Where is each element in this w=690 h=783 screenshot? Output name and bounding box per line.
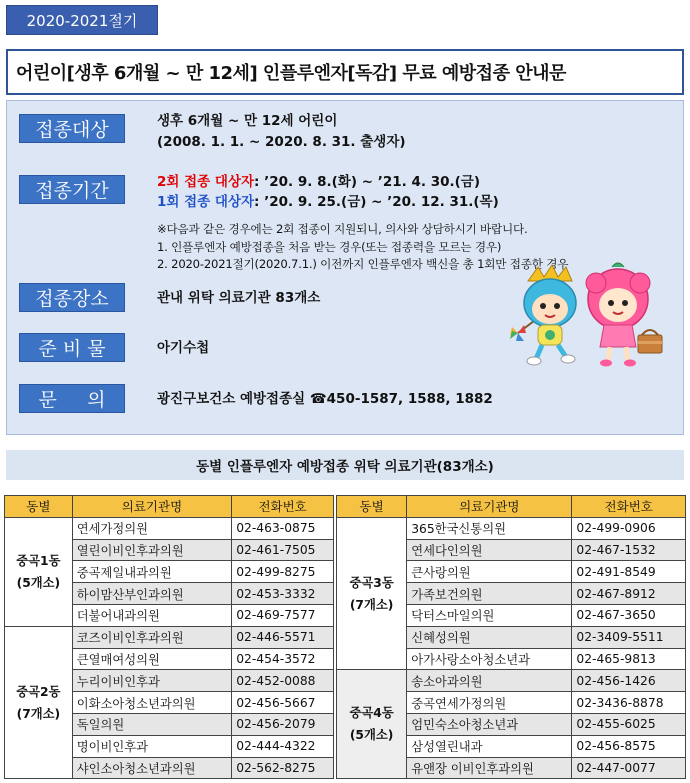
clinic-name: 연세가정의원 xyxy=(72,517,231,539)
dong-name: 중곡3동 xyxy=(349,575,394,590)
clinic-phone: 02-456-2079 xyxy=(232,713,334,735)
clinic-phone: 02-467-3650 xyxy=(572,604,686,626)
table-row xyxy=(5,517,334,539)
clinic-phone: 02-456-5667 xyxy=(232,692,334,714)
clinic-phone: 02-456-8575 xyxy=(572,735,686,757)
note-item-2: 2. 2020-2021절기(2020.7.1.) 이전까지 인플루엔자 백신을 총 1회만 접종한 경우 xyxy=(157,257,569,271)
clinic-name: 더불어내과의원 xyxy=(72,604,231,626)
note-title: ※다음과 같은 경우에는 2회 접종이 지원되니, 의사와 상담하시기 바랍니다. xyxy=(157,222,528,236)
clinic-phone: 02-444-4322 xyxy=(232,735,334,757)
dong-count: (7개소) xyxy=(16,706,61,721)
target-line2: (2008. 1. 1. ~ 2020. 8. 31. 출생자) xyxy=(157,134,406,150)
dong-cell xyxy=(5,626,73,779)
clinic-phone: 02-3436-8878 xyxy=(572,692,686,714)
clinic-name: 이화소아청소년과의원 xyxy=(72,692,231,714)
phone-header: 전화번호 xyxy=(232,496,334,518)
clinic-table-left xyxy=(4,495,334,779)
name-header: 의료기관명 xyxy=(407,496,572,518)
contact-text: 광진구보건소 예방접종실 ☎450-1587, 1588, 1882 xyxy=(157,391,493,407)
period-first xyxy=(157,193,499,211)
clinic-phone: 02-461-7505 xyxy=(232,539,334,561)
clinic-phone: 02-446-5571 xyxy=(232,626,334,648)
dong-name: 중곡2동 xyxy=(16,684,61,699)
clinic-phone: 02-454-3572 xyxy=(232,648,334,670)
label-period: 접종기간 xyxy=(19,175,125,204)
table-header-row xyxy=(337,496,686,518)
label-prepare: 준 비 물 xyxy=(19,333,125,362)
second-dose-dates: : ’20. 9. 8.(화) ~ ’21. 4. 30.(금) xyxy=(254,174,480,190)
name-header: 의료기관명 xyxy=(72,496,231,518)
clinic-phone: 02-465-9813 xyxy=(572,648,686,670)
table-row xyxy=(5,626,334,648)
clinic-name: 열린이비인후과의원 xyxy=(72,539,231,561)
clinic-phone: 02-467-8912 xyxy=(572,583,686,605)
clinic-table-right xyxy=(336,495,686,779)
clinic-phone: 02-499-8275 xyxy=(232,561,334,583)
place-text: 관내 위탁 의료기관 83개소 xyxy=(157,290,321,306)
girl-mascot-icon xyxy=(586,263,662,367)
clinic-phone: 02-456-1426 xyxy=(572,670,686,692)
phone-header: 전화번호 xyxy=(572,496,686,518)
dong-header: 동별 xyxy=(5,496,73,518)
boy-mascot-icon xyxy=(524,265,576,365)
dong-count: (7개소) xyxy=(349,597,394,612)
table-row xyxy=(337,517,686,539)
clinic-phone: 02-491-8549 xyxy=(572,561,686,583)
clinic-phone: 02-453-3332 xyxy=(232,583,334,605)
clinic-phone: 02-499-0906 xyxy=(572,517,686,539)
clinic-name: 닥터스마일의원 xyxy=(407,604,572,626)
clinic-phone: 02-3409-5511 xyxy=(572,626,686,648)
clinic-name: 가족보건의원 xyxy=(407,583,572,605)
period-second xyxy=(157,173,480,191)
clinic-phone: 02-469-7577 xyxy=(232,604,334,626)
clinic-name: 독일의원 xyxy=(72,713,231,735)
clinic-name: 큰사랑의원 xyxy=(407,561,572,583)
dong-count: (5개소) xyxy=(16,575,61,590)
clinic-name: 아가사랑소아청소년과 xyxy=(407,648,572,670)
dong-header: 동별 xyxy=(337,496,407,518)
dong-cell xyxy=(337,517,407,670)
clinic-name: 큰열매여성의원 xyxy=(72,648,231,670)
clinic-phone: 02-467-1532 xyxy=(572,539,686,561)
clinic-name: 365한국신통의원 xyxy=(407,517,572,539)
first-dose-dates: : ’20. 9. 25.(금) ~ ’20. 12. 31.(목) xyxy=(254,194,499,210)
clinic-phone: 02-562-8275 xyxy=(232,757,334,779)
page-title: 어린이[생후 6개월 ~ 만 12세] 인플루엔자[독감] 무료 예방접종 안내문 xyxy=(6,49,684,95)
clinic-name: 중곡연세가정의원 xyxy=(407,692,572,714)
dong-count: (5개소) xyxy=(349,728,394,743)
second-dose-label: 2회 접종 대상자 xyxy=(157,174,255,190)
pinwheel-icon xyxy=(510,321,534,341)
season-badge: 2020-2021절기 xyxy=(6,5,158,35)
clinic-name: 하이맘산부인과의원 xyxy=(72,583,231,605)
first-dose-label: 1회 접종 대상자 xyxy=(157,194,255,210)
table-header-row xyxy=(5,496,334,518)
clinic-name: 신혜성의원 xyxy=(407,626,572,648)
clinic-name: 누리이비인후과 xyxy=(72,670,231,692)
label-contact: 문 의 xyxy=(19,384,125,413)
mascot-illustration xyxy=(500,261,670,371)
table-row xyxy=(337,670,686,692)
dong-name: 중곡1동 xyxy=(16,553,61,568)
prepare-text: 아기수첩 xyxy=(157,340,210,356)
clinic-phone: 02-452-0088 xyxy=(232,670,334,692)
dong-cell xyxy=(337,670,407,779)
label-place: 접종장소 xyxy=(19,283,125,312)
clinic-name: 삼성열린내과 xyxy=(407,735,572,757)
clinic-name: 연세다인의원 xyxy=(407,539,572,561)
clinic-name: 송소아과의원 xyxy=(407,670,572,692)
clinic-name: 샤인소아청소년과의원 xyxy=(72,757,231,779)
clinic-name: 엄민숙소아청소년과 xyxy=(407,713,572,735)
clinic-name: 중곡제일내과의원 xyxy=(72,561,231,583)
clinic-name: 명이비인후과 xyxy=(72,735,231,757)
clinic-phone: 02-455-6025 xyxy=(572,713,686,735)
clinic-phone: 02-463-0875 xyxy=(232,517,334,539)
clinic-name: 유앤장 이비인후과의원 xyxy=(407,757,572,779)
dong-name: 중곡4동 xyxy=(349,706,394,721)
clinic-name: 코즈이비인후과의원 xyxy=(72,626,231,648)
info-panel xyxy=(6,100,684,435)
dong-cell xyxy=(5,517,73,626)
label-target: 접종대상 xyxy=(19,114,125,143)
note-item-1: 1. 인플루엔자 예방접종을 처음 받는 경우(또는 접종력을 모르는 경우) xyxy=(157,239,502,254)
clinic-list-title: 동별 인플루엔자 예방접종 위탁 의료기관(83개소) xyxy=(6,450,684,480)
clinic-phone: 02-447-0077 xyxy=(572,757,686,779)
target-line1: 생후 6개월 ~ 만 12세 어린이 xyxy=(157,113,338,129)
